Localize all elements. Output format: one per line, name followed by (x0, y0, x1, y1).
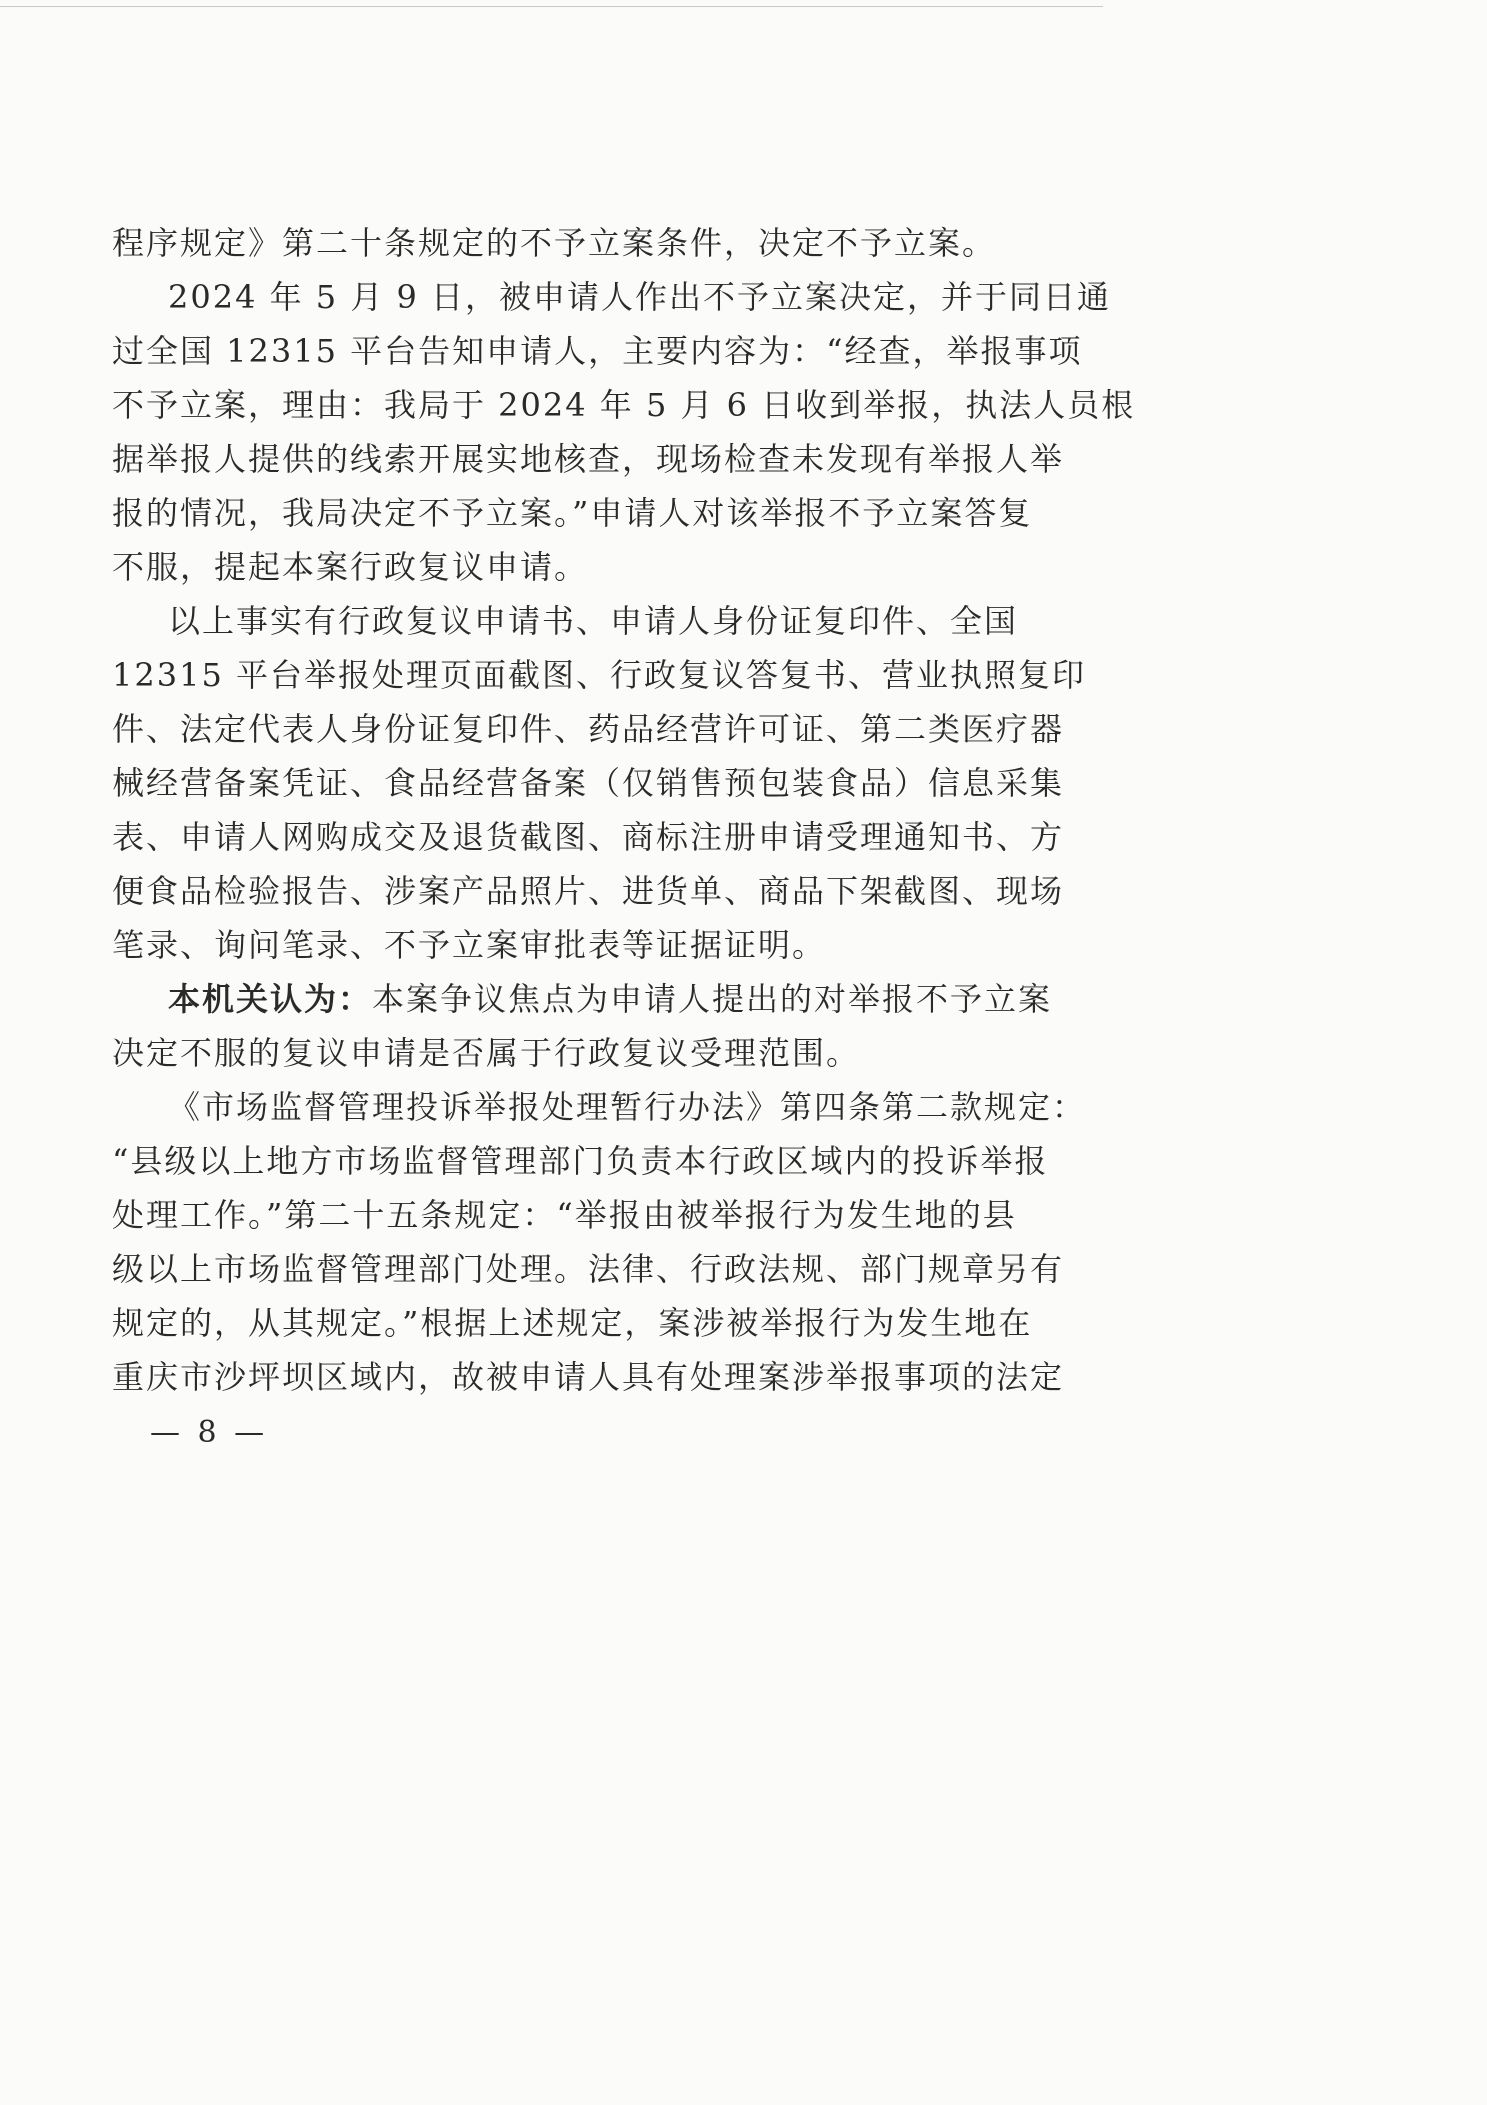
text-line: 级以上市场监督管理部门处理。法律、行政法规、部门规章另有 (112, 1250, 1065, 1288)
page-number: — 8 — (150, 1415, 269, 1450)
text-line: 不服，提起本案行政复议申请。 (112, 548, 589, 586)
text-line: 2024 年 5 月 9 日，被申请人作出不予立案决定，并于同日通 (168, 278, 1112, 316)
text-line (112, 972, 1053, 1026)
text-line: 报的情况，我局决定不予立案。”申请人对该举报不予立案答复 (112, 494, 1033, 532)
text-line: 12315 平台举报处理页面截图、行政复议答复书、营业执照复印 (112, 656, 1086, 694)
text-line: 决定不服的复议申请是否属于行政复议受理范围。 (112, 1034, 861, 1072)
text-line: 笔录、询问笔录、不予立案审批表等证据证明。 (112, 926, 827, 964)
text-line: 便食品检验报告、涉案产品照片、进货单、商品下架截图、现场 (112, 872, 1065, 910)
paragraph-5 (112, 1080, 1087, 1404)
text-line: 据举报人提供的线索开展实地核查，现场检查未发现有举报人举 (112, 440, 1065, 478)
paragraph-2 (112, 270, 1136, 594)
text-line: 械经营备案凭证、食品经营备案（仅销售预包装食品）信息采集 (112, 764, 1065, 802)
text-line: 程序规定》第二十条规定的不予立案条件，决定不予立案。 (112, 224, 997, 262)
text-line: 过全国 12315 平台告知申请人，主要内容为：“经查，举报事项 (112, 332, 1083, 370)
text-line: “县级以上地方市场监督管理部门负责本行政区域内的投诉举报 (112, 1142, 1049, 1180)
paragraph-4 (112, 972, 1053, 1080)
text-line: 重庆市沙坪坝区域内，故被申请人具有处理案涉举报事项的法定 (112, 1358, 1065, 1396)
text-line: 不予立案，理由：我局于 2024 年 5 月 6 日收到举报，执法人员根 (112, 386, 1136, 424)
text-line: 处理工作。”第二十五条规定：“举报由被举报行为发生地的县 (112, 1196, 1017, 1234)
text-line: 表、申请人网购成交及退货截图、商标注册申请受理通知书、方 (112, 818, 1065, 856)
text-span: 本案争议焦点为申请人提出的对举报不予立案 (372, 980, 1053, 1018)
paragraph-3 (112, 594, 1086, 972)
paragraph-lead-bold: 本机关认为： (168, 980, 373, 1018)
text-line: 以上事实有行政复议申请书、申请人身份证复印件、全国 (168, 602, 1019, 640)
text-line: 规定的，从其规定。”根据上述规定，案涉被举报行为发生地在 (112, 1304, 1033, 1342)
paragraph-1 (112, 216, 997, 270)
document-body (112, 216, 1136, 1404)
text-line: 件、法定代表人身份证复印件、药品经营许可证、第二类医疗器 (112, 710, 1065, 748)
top-divider (0, 6, 1103, 7)
text-line: 《市场监督管理投诉举报处理暂行办法》第四条第二款规定： (168, 1088, 1087, 1126)
